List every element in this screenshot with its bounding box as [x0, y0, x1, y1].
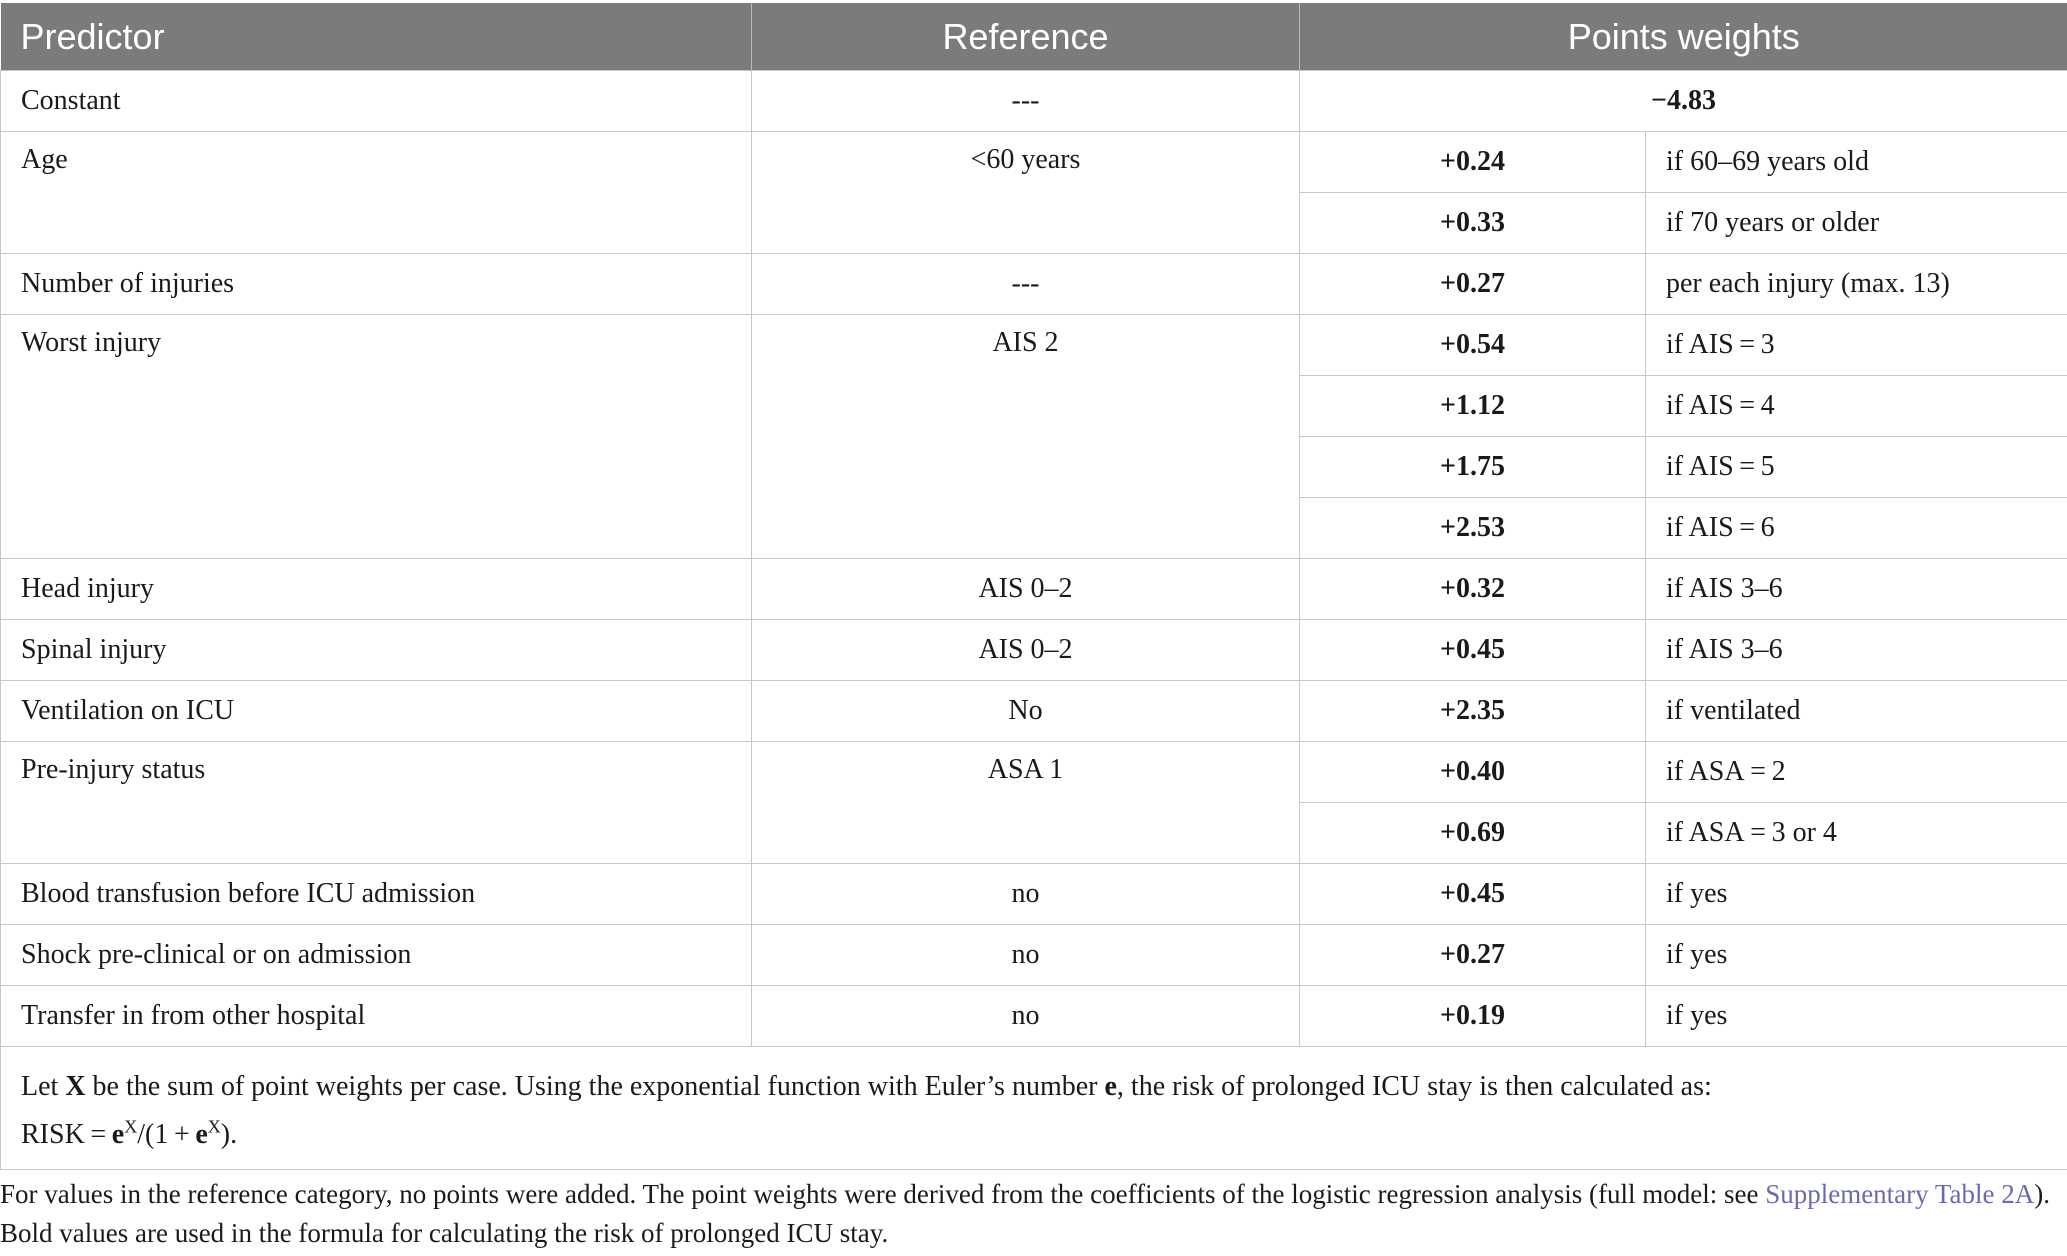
formula-row: [1, 1047, 2067, 1170]
formula-exponent: X: [124, 1116, 138, 1137]
weight-cell: −4.83: [1300, 71, 2067, 132]
reference-cell: ASA 1: [752, 742, 1300, 864]
predictor-cell: Head injury: [1, 559, 752, 620]
table-row: [1, 132, 2067, 193]
header-predictor: Predictor: [1, 3, 752, 71]
weight-cell: +2.53: [1300, 498, 1646, 559]
table-row: [1, 986, 2067, 1047]
reference-cell: AIS 0–2: [752, 559, 1300, 620]
formula-variable-e: e: [195, 1119, 208, 1150]
weight-cell: +2.35: [1300, 681, 1646, 742]
reference-cell: No: [752, 681, 1300, 742]
table-row: [1, 681, 2067, 742]
predictor-cell: Blood transfusion before ICU admission: [1, 864, 752, 925]
predictor-cell: Constant: [1, 71, 752, 132]
weight-cell: +0.45: [1300, 620, 1646, 681]
formula-variable-e: e: [111, 1119, 125, 1150]
weight-cell: +0.27: [1300, 925, 1646, 986]
predictor-cell: Pre-injury status: [1, 742, 752, 864]
weight-cell: +0.40: [1300, 742, 1646, 803]
table-footnote: [0, 1175, 2060, 1253]
predictor-cell: Age: [1, 132, 752, 254]
footnote-text: ).: [2034, 1179, 2050, 1209]
weight-cell: +0.33: [1300, 193, 1646, 254]
formula-text: be the sum of point weights per case. Using the exponential function with Euler’s number: [85, 1071, 1105, 1102]
reference-cell: ---: [752, 254, 1300, 315]
formula-exponent: X: [207, 1116, 221, 1137]
condition-cell: if AIS = 6: [1646, 498, 2067, 559]
weight-cell: +1.75: [1300, 437, 1646, 498]
formula-variable-x: X: [65, 1071, 86, 1102]
footnote-line-1: [0, 1175, 2060, 1214]
condition-cell: if yes: [1646, 986, 2067, 1047]
header-reference: Reference: [752, 3, 1300, 71]
predictor-cell: Ventilation on ICU: [1, 681, 752, 742]
formula-text: RISK =: [21, 1119, 112, 1150]
weight-cell: +0.54: [1300, 315, 1646, 376]
condition-cell: if yes: [1646, 864, 2067, 925]
header-points-weights: Points weights: [1300, 3, 2067, 71]
reference-cell: no: [752, 864, 1300, 925]
weight-cell: +0.19: [1300, 986, 1646, 1047]
weight-cell: +0.45: [1300, 864, 1646, 925]
table-row: [1, 742, 2067, 803]
condition-cell: if AIS 3–6: [1646, 559, 2067, 620]
footnote-text: For values in the reference category, no points were added. The point weights were derived from the coefficients of the logistic regression analysis (full model: see: [0, 1179, 1766, 1209]
header-row: [1, 3, 2067, 71]
risk-score-table: [0, 3, 2067, 1170]
weight-cell: +1.12: [1300, 376, 1646, 437]
formula-cell: [1, 1047, 2067, 1170]
condition-cell: if ASA = 2: [1646, 742, 2067, 803]
reference-cell: AIS 0–2: [752, 620, 1300, 681]
reference-cell: <60 years: [752, 132, 1300, 254]
table-row: [1, 620, 2067, 681]
condition-cell: if ventilated: [1646, 681, 2067, 742]
condition-cell: if yes: [1646, 925, 2067, 986]
formula-text: , the risk of prolonged ICU stay is then calculated as:: [1116, 1071, 1712, 1102]
condition-cell: if AIS = 5: [1646, 437, 2067, 498]
reference-cell: ---: [752, 71, 1300, 132]
condition-cell: if AIS = 4: [1646, 376, 2067, 437]
table-row: [1, 559, 2067, 620]
supplementary-table-link[interactable]: Supplementary Table 2A: [1765, 1179, 2035, 1209]
formula-text: Let: [21, 1071, 66, 1102]
formula-text: /(1 +: [137, 1119, 196, 1150]
predictor-cell: Number of injuries: [1, 254, 752, 315]
condition-cell: if ASA = 3 or 4: [1646, 803, 2067, 864]
condition-cell: if 70 years or older: [1646, 193, 2067, 254]
condition-cell: per each injury (max. 13): [1646, 254, 2067, 315]
weight-cell: +0.69: [1300, 803, 1646, 864]
formula-text: ).: [220, 1119, 238, 1150]
reference-cell: no: [752, 986, 1300, 1047]
condition-cell: if AIS = 3: [1646, 315, 2067, 376]
reference-cell: AIS 2: [752, 315, 1300, 559]
table-row: [1, 925, 2067, 986]
formula-description: [21, 1063, 2047, 1111]
weight-cell: +0.32: [1300, 559, 1646, 620]
condition-cell: if AIS 3–6: [1646, 620, 2067, 681]
predictor-cell: Shock pre-clinical or on admission: [1, 925, 752, 986]
table-row: [1, 864, 2067, 925]
table-row: [1, 71, 2067, 132]
table-row: [1, 315, 2067, 376]
weight-cell: +0.27: [1300, 254, 1646, 315]
predictor-cell: Worst injury: [1, 315, 752, 559]
predictor-cell: Transfer in from other hospital: [1, 986, 752, 1047]
risk-formula: [21, 1111, 2047, 1159]
condition-cell: if 60–69 years old: [1646, 132, 2067, 193]
weight-cell: +0.24: [1300, 132, 1646, 193]
formula-variable-e: e: [1104, 1071, 1117, 1102]
table-row: [1, 254, 2067, 315]
footnote-line-2: Bold values are used in the formula for calculating the risk of prolonged ICU stay.: [0, 1218, 889, 1248]
reference-cell: no: [752, 925, 1300, 986]
predictor-cell: Spinal injury: [1, 620, 752, 681]
